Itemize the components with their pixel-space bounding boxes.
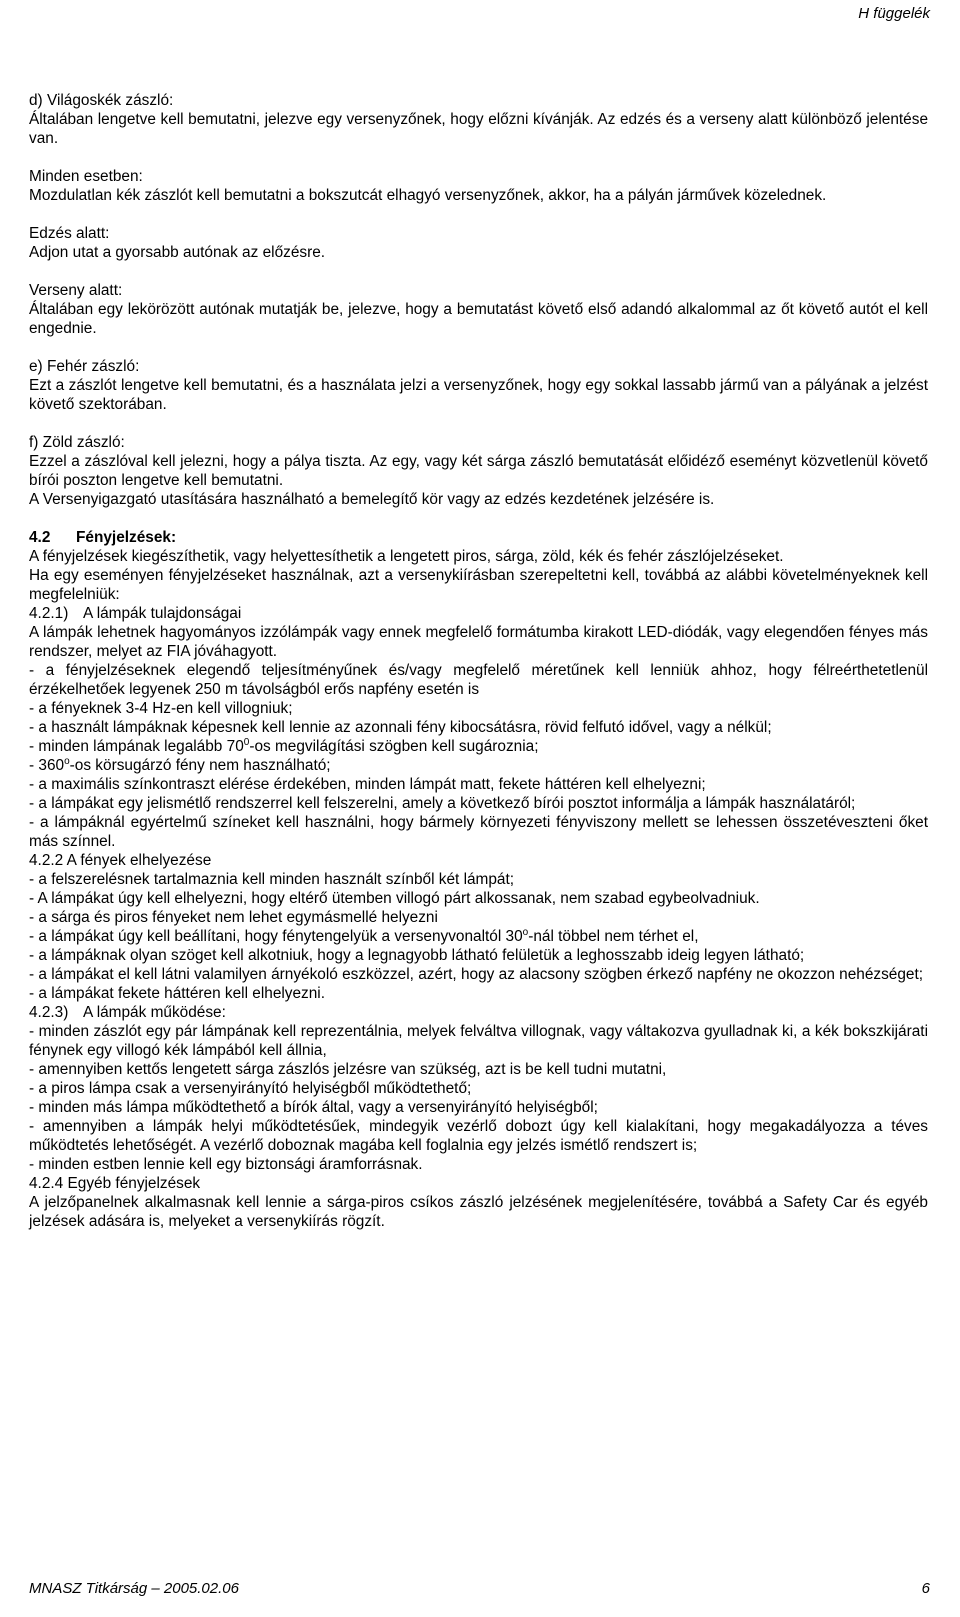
page-header: H függelék bbox=[858, 5, 930, 22]
list-item: - amennyiben kettős lengetett sárga zászlós jelzésre van szükség, azt is be kell tudni mutatni, bbox=[29, 1061, 667, 1078]
section-number: 4.2.1) bbox=[29, 605, 69, 622]
list-item: - A lámpákat úgy kell elhelyezni, hogy eltérő ütemben villogó párt alkossanak, nem szabad egybeolvadniuk. bbox=[29, 890, 760, 907]
section-4-2-3-title bbox=[29, 1003, 928, 1022]
list-item: - a maximális színkontraszt elérése érdekében, minden lámpát matt, fekete háttéren kell elhelyezni; bbox=[29, 776, 706, 793]
page-number: 6 bbox=[921, 1580, 930, 1597]
section-heading: A lámpák működése: bbox=[83, 1004, 226, 1021]
race-text: Általában egy lekörözött autónak mutatják be, jelezve, hogy a bemutatást követő első adandó alkalommal az őt követő autót el kell engednie. bbox=[29, 301, 928, 337]
section-4-2-title bbox=[29, 528, 928, 547]
flag-d-title: d) Világoskék zászló: bbox=[29, 92, 174, 109]
list-item: - 360$^o$-os körsugárzó fény nem használható; bbox=[29, 755, 331, 774]
race-label: Verseny alatt: bbox=[29, 282, 123, 299]
flag-e-text: Ezt a zászlót lengetve kell bemutatni, és a használata jelzi a versenyzőnek, hogy egy sokkal lassabb jármű van a pályának a jelzést követő szektorában. bbox=[29, 377, 928, 413]
list-item: - a használt lámpáknak képesnek kell lennie az azonnali fény kibocsátásra, rövid felfutó idővel, vagy a nélkül; bbox=[29, 719, 772, 736]
section-number: 4.2 bbox=[29, 529, 51, 546]
list-item: - a lámpákat fekete háttéren kell elhelyezni. bbox=[29, 985, 326, 1002]
list-item: - minden zászlót egy pár lámpának kell reprezentálnia, melyek felváltva villognak, vagy váltakozva gyulladnak ki, a kék bokszkijárati fénynek egy villogó kék lámpából kell állnia, bbox=[29, 1023, 928, 1059]
list-item: - a felszerelésnek tartalmaznia kell minden használt színből két lámpát; bbox=[29, 871, 515, 888]
flag-d-text: Általában lengetve kell bemutatni, jelezve egy versenyzőnek, hogy előzni kívánják. Az edzés és a verseny alatt különböző jelentése van. bbox=[29, 111, 928, 147]
list-item: - minden más lámpa működtethető a bírók által, vagy a versenyirányító helyiségből; bbox=[29, 1099, 598, 1116]
document-body bbox=[29, 91, 928, 1231]
list-item: - minden estben lennie kell egy biztonsági áramforrásnak. bbox=[29, 1156, 423, 1173]
list-item: - a lámpáknak olyan szöget kell alkotniuk, hogy a legnagyobb látható felületük a leghosszabb ideig legyen látható; bbox=[29, 947, 805, 964]
list-item: - a fényeknek 3-4 Hz-en kell villogniuk; bbox=[29, 700, 293, 717]
list-item: - a lámpákat úgy kell beállítani, hogy fénytengelyük a versenyvonaltól 30$^o$-nál többel nem térhet el, bbox=[29, 926, 699, 945]
section-number: 4.2.3) bbox=[29, 1004, 69, 1021]
always-text: Mozdulatlan kék zászlót kell bemutatni a bokszutcát elhagyó versenyzőnek, akkor, ha a pályán járművek közelednek. bbox=[29, 187, 827, 204]
section-4-2-1-title bbox=[29, 604, 928, 623]
section-4-2-4-paragraph: A jelzőpanelnek alkalmasnak kell lennie a sárga-piros csíkos zászló jelzésének megjelenítésére, továbbá a Safety Car és egyéb jelzések adására is, melyeket a versenykiírás rögzít. bbox=[29, 1194, 928, 1230]
list-item: - minden lámpának legalább $70^0-os$ megvilágítási szögben kell sugároznia; bbox=[29, 736, 539, 755]
section-heading: A lámpák tulajdonságai bbox=[83, 605, 242, 622]
section-4-2-paragraph-1: A fényjelzések kiegészíthetik, vagy helyettesíthetik a lengetett piros, sárga, zöld, kék és fehér zászlójelzéseket. bbox=[29, 548, 784, 565]
footer-left: MNASZ Titkárság – 2005.02.06 bbox=[29, 1580, 239, 1597]
section-4-2-4-title: 4.2.4 Egyéb fényjelzések bbox=[29, 1175, 201, 1192]
section-4-2-2-title: 4.2.2 A fények elhelyezése bbox=[29, 852, 212, 869]
practice-text: Adjon utat a gyorsabb autónak az előzésre. bbox=[29, 244, 326, 261]
flag-e-title: e) Fehér zászló: bbox=[29, 358, 140, 375]
always-label: Minden esetben: bbox=[29, 168, 143, 185]
list-item: - a piros lámpa csak a versenyirányító helyiségből működtethető; bbox=[29, 1080, 472, 1097]
section-4-2-paragraph-2: Ha egy eseményen fényjelzéseket használnak, azt a versenykiírásban szerepeltetni kell, továbbá az alábbi követelményeknek kell megfelelniük: bbox=[29, 567, 928, 603]
list-item: - a sárga és piros fényeket nem lehet egymásmellé helyezni bbox=[29, 909, 438, 926]
practice-label: Edzés alatt: bbox=[29, 225, 110, 242]
section-heading: Fényjelzések: bbox=[76, 529, 177, 546]
flag-f-text-2: A Versenyigazgató utasítására használható a bemelegítő kör vagy az edzés kezdetének jelzésére is. bbox=[29, 491, 715, 508]
list-item: - a lámpákat egy jelismétlő rendszerrel kell felszerelni, amely a következő bírói posztot informálja a lámpák használatáról; bbox=[29, 795, 856, 812]
flag-f-title: f) Zöld zászló: bbox=[29, 434, 125, 451]
section-4-2-1-paragraph: A lámpák lehetnek hagyományos izzólámpák vagy ennek megfelelő formátumba kirakott LED-diódák, vagy elegendően fényes más rendszer, melyet az FIA jóváhagyott. bbox=[29, 624, 928, 660]
list-item: - a lámpáknál egyértelmű színeket kell használni, hogy bármely környezeti fényviszony mellett se lehessen összetéveszteni őket más színnel. bbox=[29, 814, 928, 850]
flag-f-text-1: Ezzel a zászlóval kell jelezni, hogy a pálya tiszta. Az egy, vagy két sárga zászló bemutatását előidéző eseményt közvetlenül követő bírói poszton lengetve kell bemutatni. bbox=[29, 453, 928, 489]
list-item: - amennyiben a lámpák helyi működtetésűek, mindegyik vezérlő dobozt úgy kell kialakítani, hogy megakadályozza a téves működtetés lehetőségét. A vezérlő doboznak magába kell foglalnia egy jelzés ismétlő rendszert is; bbox=[29, 1118, 928, 1154]
list-item: - a lámpákat el kell látni valamilyen árnyékoló eszközzel, azért, hogy az alacsony szögben érkező napfény ne okozzon nehézséget; bbox=[29, 966, 924, 983]
list-item: - a fényjelzéseknek elegendő teljesítményűnek és/vagy megfelelő méretűnek kell lenniük ahhoz, hogy félreérthetetlenül érzékelhetőek legyenek 250 m távolságból erős napfény esetén is bbox=[29, 662, 928, 698]
